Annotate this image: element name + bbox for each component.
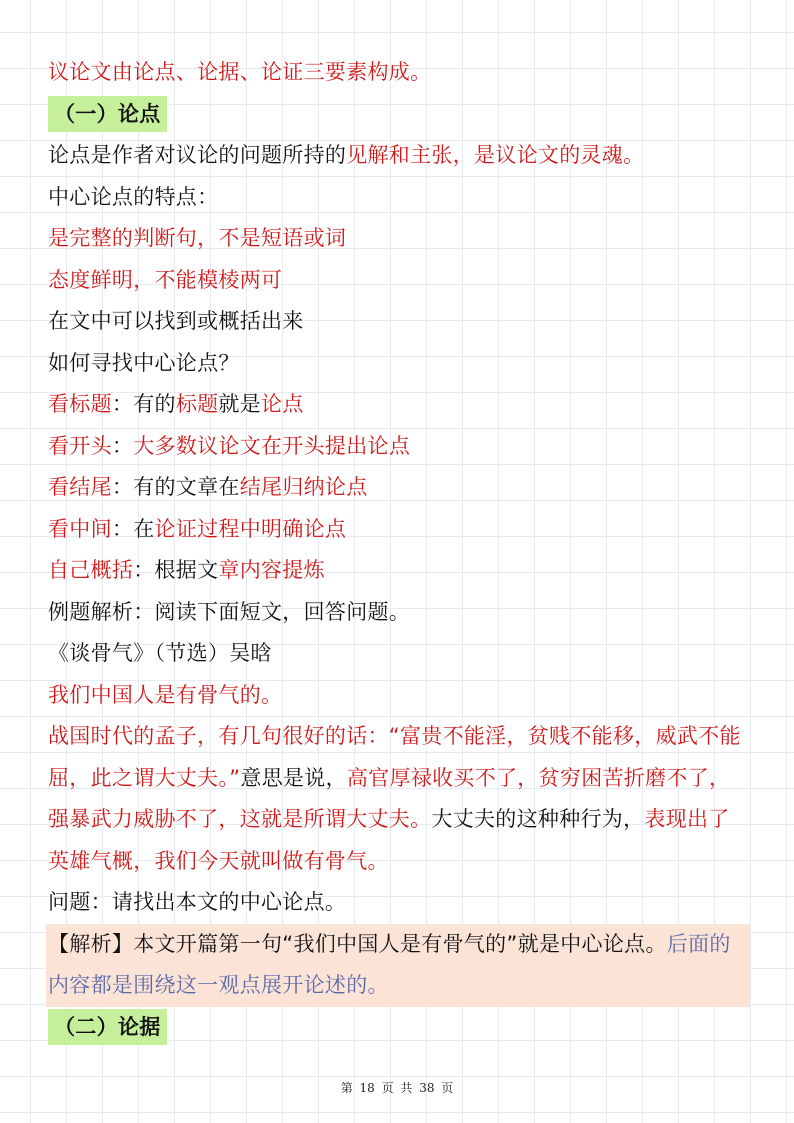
method-highlight: 结尾归纳论点: [239, 475, 368, 499]
intro-text: 议论文由论点、论据、论证三要素构成。: [48, 60, 432, 84]
method-item-summarize: [48, 550, 748, 592]
method-item-middle: [48, 509, 748, 551]
analysis-text: 【解析】本文开篇第一句“我们中国人是有骨气的”就是中心论点。: [48, 931, 667, 956]
definition-line: [48, 135, 748, 177]
definition-highlight: 见解和主张，是议论文的灵魂。: [346, 143, 645, 167]
example-intro: 例题解析：阅读下面短文，回答问题。: [48, 599, 411, 624]
passage-source: 《谈骨气》（节选）吴晗: [48, 641, 272, 665]
page-number-footer: 第 18 页 共 38 页: [340, 1081, 454, 1095]
method-item-ending: [48, 467, 748, 509]
method-text: ：: [111, 433, 134, 458]
features-title: 中心论点的特点：: [48, 184, 219, 209]
method-highlight: 章内容提炼: [218, 558, 325, 582]
section2-heading: （二）论据: [48, 1009, 167, 1045]
method-text: 就是: [218, 392, 262, 416]
passage-text: 大丈夫的这种种行为，: [431, 807, 645, 831]
feature-item-1: 是完整的判断句，不是短语或词: [48, 226, 347, 250]
passage-quote: 战国时代的孟子，有几句很好的话：“富贵不能淫，贫贱不能移，威武不能屈，此之谓大丈夫。”: [48, 724, 741, 790]
method-item-title: [48, 384, 748, 426]
section1-heading: （一）论点: [48, 96, 167, 132]
passage-highlight: 高官厚禄收买不了，贫穷困苦折磨不了，强暴武力威胁不了，这就是所谓大丈夫。: [48, 765, 731, 831]
method-label: 自己概括: [48, 558, 134, 582]
method-label: 看中间: [48, 516, 112, 541]
section1-heading-row: [48, 94, 748, 136]
method-highlight: 论证过程中明确论点: [154, 516, 347, 541]
analysis-followup: 后面的内容都是围绕这一观点展开论述的。: [48, 931, 731, 997]
feature-item-2: 态度鲜明，不能模棱两可: [48, 267, 283, 292]
feature-item-3: 在文中可以找到或概括出来: [48, 309, 304, 333]
definition-text: 论点是作者对议论的问题所持的: [48, 143, 347, 167]
question-text: 问题：请找出本文的中心论点。: [48, 890, 347, 914]
method-text: ：在: [111, 516, 155, 541]
method-text: ：有的文章在: [111, 475, 240, 499]
method-highlight: 大多数议论文在开头提出论点: [133, 433, 411, 458]
passage-body: [48, 716, 748, 882]
analysis-box: [46, 924, 750, 1007]
section2-heading-row: [48, 1007, 748, 1049]
passage-highlight: 表现出了英雄气概，我们今天就叫做有骨气。: [48, 807, 730, 873]
method-label: 看结尾: [48, 475, 112, 499]
method-item-beginning: [48, 426, 748, 468]
method-text: ：根据文: [133, 558, 219, 582]
document-body: [48, 52, 748, 1048]
passage-text: 意思是说，: [240, 765, 347, 790]
method-text: ：有的: [111, 392, 176, 416]
find-title: 如何寻找中心论点？: [48, 350, 240, 375]
method-highlight: 标题: [175, 392, 219, 416]
method-label: 看标题: [48, 392, 112, 416]
passage-thesis: 我们中国人是有骨气的。: [48, 682, 283, 707]
method-highlight: 论点: [261, 392, 304, 416]
method-label: 看开头: [48, 433, 112, 458]
